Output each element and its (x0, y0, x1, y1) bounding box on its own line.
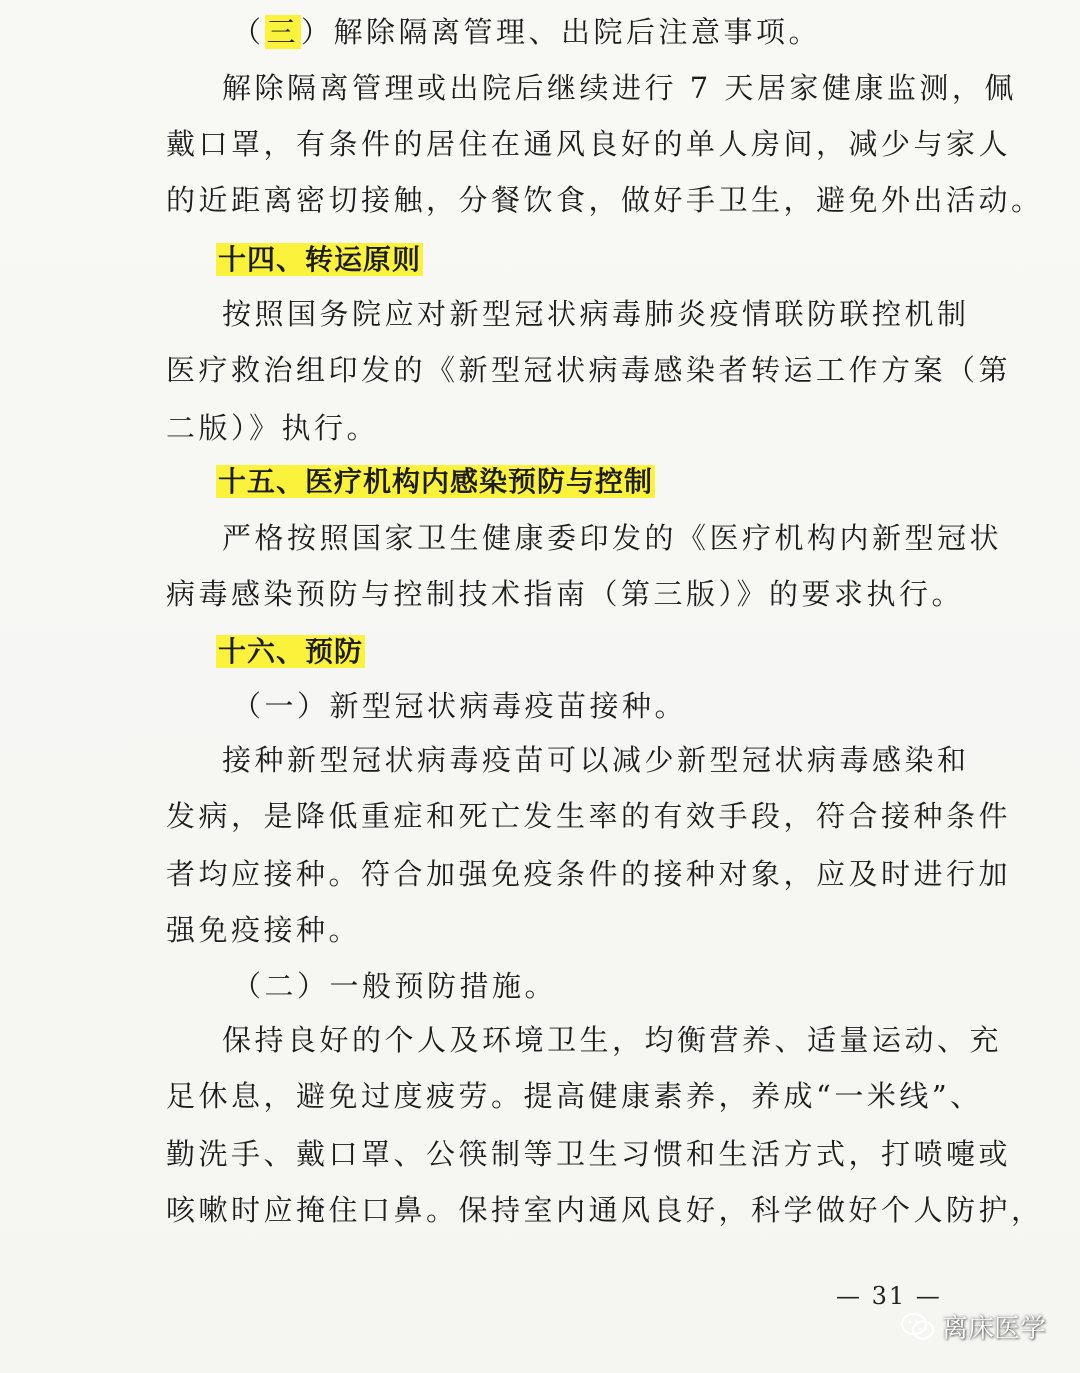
subheading-3-open: （ (232, 15, 265, 49)
paragraph-4-line-4: 强免疫接种。 (166, 913, 362, 947)
wechat-icon (900, 1312, 936, 1342)
paragraph-5-line-2: 足休息，避免过度疲劳。提高健康素养，养成“一米线”、 (166, 1079, 983, 1113)
paragraph-1-line-2: 戴口罩，有条件的居住在通风良好的单人房间，减少与家人 (166, 127, 1012, 161)
paragraph-4-line-2: 发病，是降低重症和死亡发生率的有效手段，符合接种条件 (166, 799, 1012, 833)
subheading-2: （二）一般预防措施。 (232, 969, 558, 1003)
paragraph-1-line-1: 解除隔离管理或出院后继续进行 7 天居家健康监测，佩 (222, 71, 1017, 105)
subheading-3 (232, 12, 821, 52)
paragraph-2-line-2: 医疗救治组印发的《新型冠状病毒感染者转运工作方案（第 (166, 353, 1012, 387)
page-number: — 31 — (836, 1282, 942, 1310)
heading-14-text: 十四、转运原则 (218, 243, 422, 276)
subheading-1: （一）新型冠状病毒疫苗接种。 (232, 689, 688, 723)
paragraph-1-line-3: 的近距离密切接触，分餐饮食，做好手卫生，避免外出活动。 (166, 183, 1044, 217)
paragraph-5-line-3: 勤洗手、戴口罩、公筷制等卫生习惯和生活方式，打喷嚏或 (166, 1137, 1012, 1171)
paragraph-3-line-1: 严格按照国家卫生健康委印发的《医疗机构内新型冠状 (222, 521, 1003, 555)
paragraph-2-line-1: 按照国务院应对新型冠状病毒肺炎疫情联防联控机制 (222, 297, 970, 331)
paragraph-5-line-1: 保持良好的个人及环境卫生，均衡营养、适量运动、充 (222, 1023, 1003, 1057)
subheading-3-text: ）解除隔离管理、出院后注意事项。 (301, 15, 822, 49)
heading-16-text: 十六、预防 (218, 635, 364, 668)
paragraph-3-line-2: 病毒感染预防与控制技术指南（第三版）》的要求执行。 (166, 577, 965, 611)
paragraph-5-line-4: 咳嗽时应掩住口鼻。保持室内通风良好，科学做好个人防护， (166, 1193, 1044, 1227)
paragraph-4-line-1: 接种新型冠状病毒疫苗可以减少新型冠状病毒感染和 (222, 743, 970, 777)
watermark-text: 离床医学 (941, 1314, 1046, 1344)
heading-16 (216, 632, 365, 672)
heading-14 (216, 240, 423, 280)
watermark (900, 1308, 1046, 1345)
heading-15-text: 十五、医疗机构内感染预防与控制 (218, 465, 654, 498)
heading-15 (216, 462, 655, 502)
paragraph-2-line-3: 二版）》执行。 (166, 411, 380, 445)
paragraph-4-line-3: 者均应接种。符合加强免疫条件的接种对象，应及时进行加 (166, 857, 1012, 891)
subheading-3-number: 三 (266, 15, 300, 49)
